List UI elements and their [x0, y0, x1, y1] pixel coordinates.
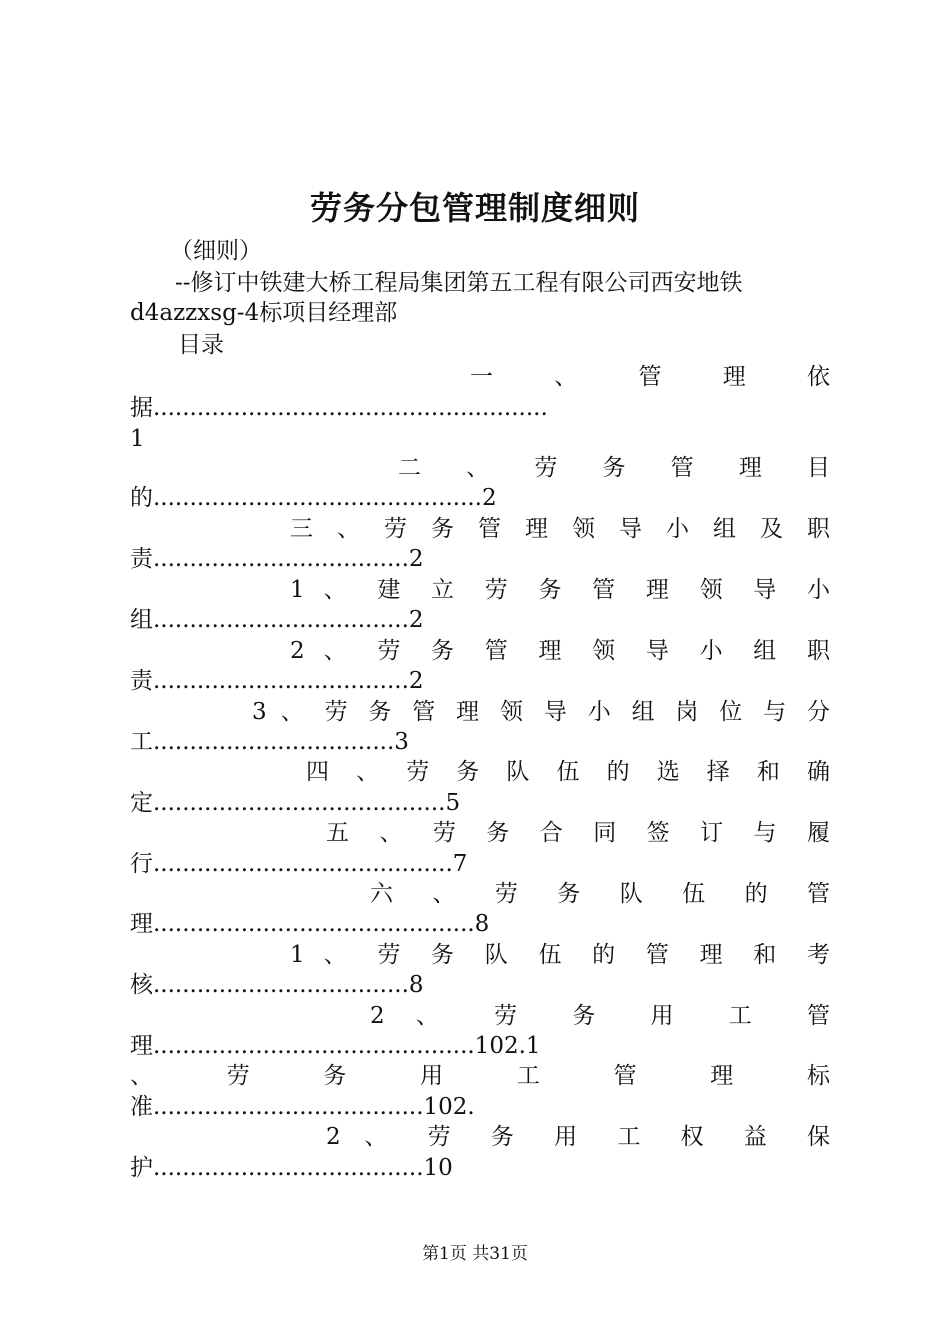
- toc-entry-5-leader: 行.........................................7: [130, 851, 468, 877]
- toc-entry-6-1-leader: 核...................................8: [130, 972, 424, 998]
- toc-entry-6-2-heading: 2 、 劳 务 用 工 管: [370, 1003, 830, 1029]
- revision-line-1: --修订中铁建大桥工程局集团第五工程有限公司西安地铁: [175, 270, 743, 296]
- toc-entry-6-heading: 六 、 劳 务 队 伍 的 管: [370, 881, 830, 907]
- toc-entry-6-2-1-leader: 准.....................................102.: [130, 1094, 475, 1120]
- subtitle: （细则）: [170, 238, 262, 264]
- toc-entry-4-leader: 定........................................5: [130, 790, 461, 816]
- toc-entry-6-2-2-heading: 2 、 劳 务 用 工 权 益 保: [326, 1124, 830, 1150]
- toc-entry-6-2-leader: 理............................................102.1: [130, 1033, 541, 1059]
- toc-entry-1-leader: 据......................................................: [130, 395, 548, 421]
- toc-entry-3-1-heading: 1 、 建 立 劳 务 管 理 领 导 小: [290, 577, 830, 603]
- toc-entry-6-2-1-heading: 、 劳 务 用 工 管 理 标: [130, 1063, 830, 1089]
- toc-entry-1-page: 1: [130, 426, 145, 452]
- toc-entry-6-2-2-leader: 护.....................................10: [130, 1155, 453, 1181]
- toc-entry-6-leader: 理............................................8: [130, 911, 490, 937]
- toc-entry-2-leader: 的.............................................2: [130, 485, 497, 511]
- revision-line-2: d4azzxsg-4标项目经理部: [130, 300, 398, 326]
- toc-entry-1-heading: 一 、 管 理 依: [470, 364, 830, 390]
- toc-entry-4-heading: 四 、 劳 务 队 伍 的 选 择 和 确: [306, 759, 830, 785]
- toc-entry-3-3-heading: 3 、 劳 务 管 理 领 导 小 组 岗 位 与 分: [252, 699, 830, 725]
- document-title: 劳务分包管理制度细则: [309, 189, 640, 227]
- toc-entry-5-heading: 五 、 劳 务 合 同 签 订 与 履: [326, 820, 830, 846]
- toc-entry-6-1-heading: 1 、 劳 务 队 伍 的 管 理 和 考: [290, 942, 830, 968]
- toc-heading: 目录: [178, 332, 224, 358]
- toc-entry-3-1-leader: 组...................................2: [130, 607, 424, 633]
- toc-entry-2-heading: 二 、 劳 务 管 理 目: [398, 455, 830, 481]
- page-footer: 第1页 共31页: [422, 1244, 528, 1264]
- toc-entry-3-2-heading: 2 、 劳 务 管 理 领 导 小 组 职: [290, 638, 830, 664]
- toc-entry-3-heading: 三 、 劳 务 管 理 领 导 小 组 及 职: [290, 516, 830, 542]
- toc-entry-3-leader: 责...................................2: [130, 546, 424, 572]
- toc-entry-3-2-leader: 责...................................2: [130, 668, 424, 694]
- toc-entry-3-3-leader: 工.................................3: [130, 729, 409, 755]
